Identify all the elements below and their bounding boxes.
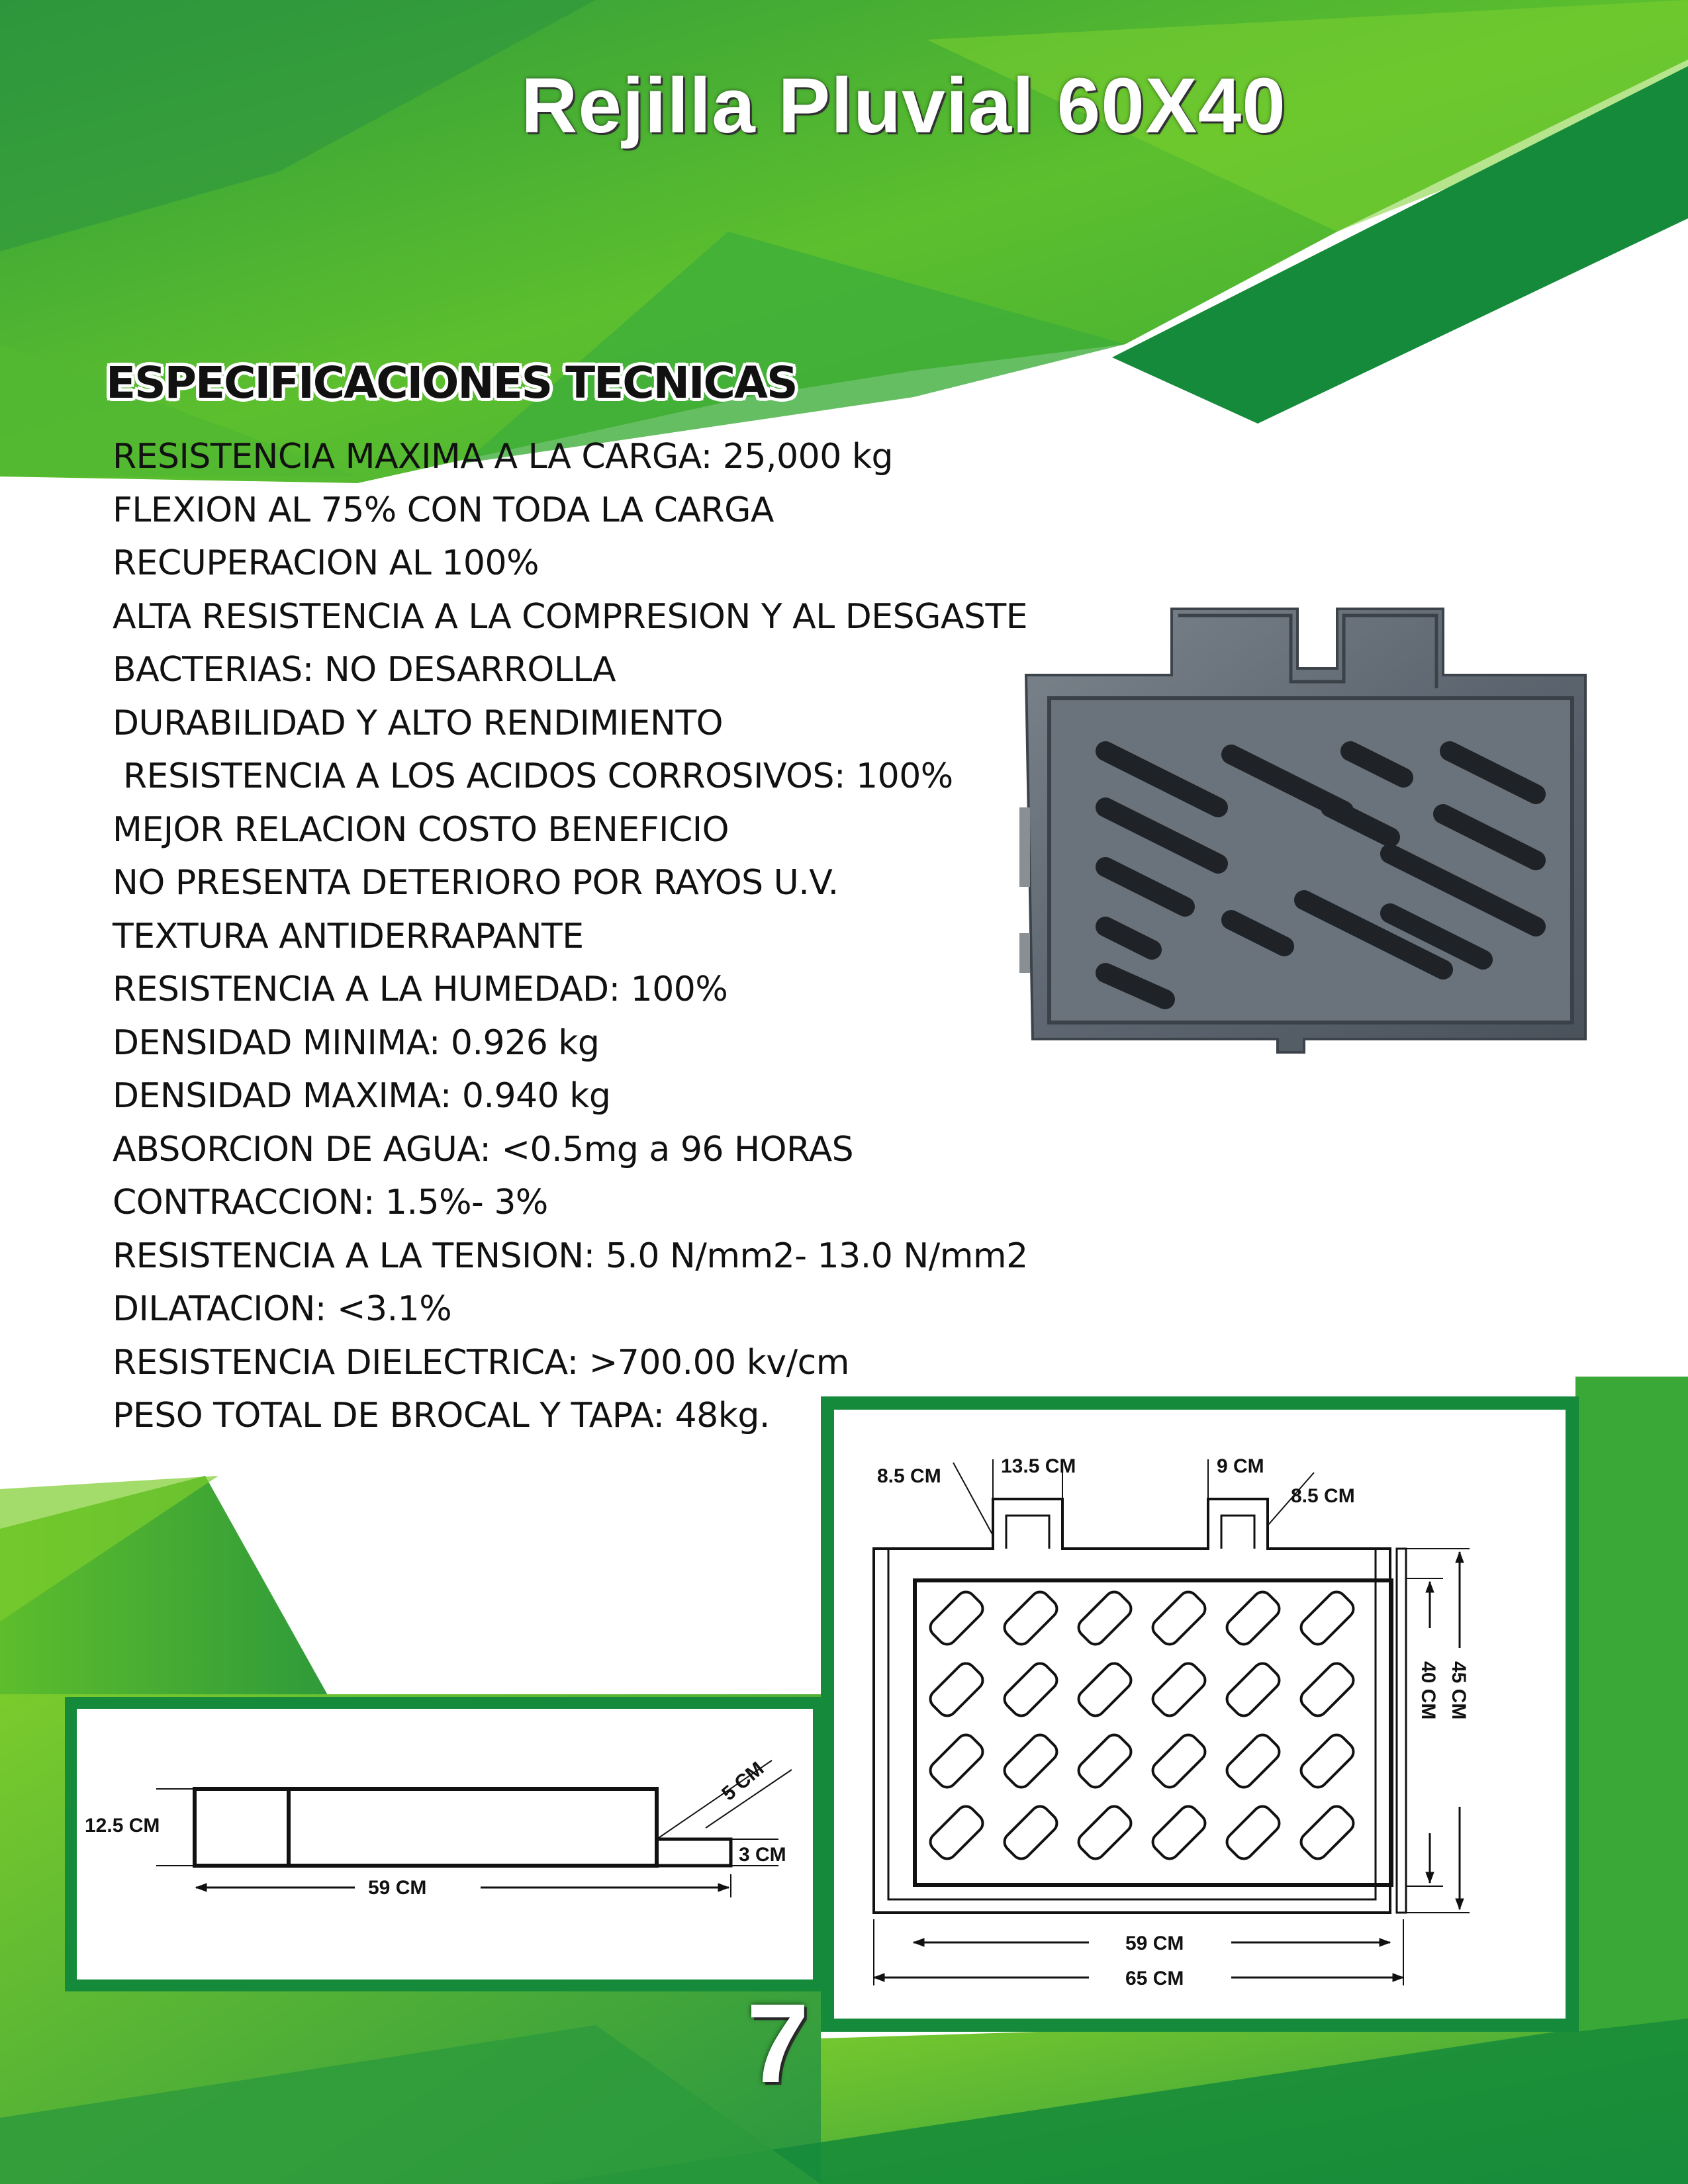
spec-item: BACTERIAS: NO DESARROLLA: [113, 650, 616, 690]
grate-slot: [1075, 1660, 1135, 1720]
grate-slot: [927, 1731, 987, 1792]
grate-slot: [1223, 1660, 1284, 1720]
spec-item: DURABILIDAD Y ALTO RENDIMIENTO: [113, 703, 724, 743]
side-lip-diag-label: 5 CM: [718, 1758, 769, 1805]
spec-item: NO PRESENTA DETERIORO POR RAYOS U.V.: [113, 863, 839, 903]
dim-outer-height: 45 CM: [1448, 1661, 1470, 1720]
spec-item: FLEXION AL 75% CON TODA LA CARGA: [113, 490, 774, 530]
spec-item: ABSORCION DE AGUA: <0.5mg a 96 HORAS: [113, 1129, 854, 1169]
grate-slot: [1001, 1660, 1061, 1720]
side-height-label: 12.5 CM: [85, 1815, 160, 1837]
spec-item: RESISTENCIA MAXIMA A LA CARGA: 25,000 kg: [113, 437, 893, 477]
spec-item: ALTA RESISTENCIA A LA COMPRESION Y AL DESGASTE: [113, 596, 1028, 637]
page-title: Rejilla Pluvial 60X40: [521, 62, 1286, 150]
grate-slot: [1075, 1588, 1135, 1649]
grate-slot: [927, 1660, 987, 1720]
top-view-drawing: [834, 1410, 1566, 2019]
dim-right-diag: 8.5 CM: [1291, 1485, 1355, 1507]
slot-grid: [927, 1588, 1358, 1863]
grate-photo: [1019, 589, 1595, 1059]
spec-item: RESISTENCIA A LA HUMEDAD: 100%: [113, 970, 728, 1009]
dim-outer-width: 65 CM: [1125, 1968, 1184, 1989]
grate-slot: [1223, 1803, 1284, 1863]
spec-item: RESISTENCIA A LA TENSION: 5.0 N/mm2- 13.0 N/mm2: [113, 1236, 1028, 1276]
side-view-panel: [65, 1697, 825, 1991]
grate-slot: [1297, 1731, 1358, 1792]
grate-slot: [1297, 1803, 1358, 1863]
dim-tab2: 9 CM: [1217, 1455, 1264, 1477]
grate-slot: [1001, 1588, 1061, 1649]
spec-list: [113, 430, 1028, 1443]
spec-item: TEXTURA ANTIDERRAPANTE: [113, 916, 584, 956]
grate-slot: [1149, 1731, 1209, 1792]
grate-slot: [1223, 1731, 1284, 1792]
spec-item: RESISTENCIA DIELECTRICA: >700.00 kv/cm: [113, 1342, 849, 1383]
top-view-panel: [821, 1396, 1579, 2032]
spec-item: MEJOR RELACION COSTO BENEFICIO: [113, 809, 729, 850]
spec-item: RESISTENCIA A LOS ACIDOS CORROSIVOS: 100%: [113, 756, 953, 796]
grate-slot: [1149, 1803, 1209, 1863]
grate-slot: [1297, 1660, 1358, 1720]
grate-slot: [1075, 1803, 1135, 1863]
dim-tab1: 13.5 CM: [1001, 1455, 1076, 1477]
page-number: 7: [746, 1981, 810, 2107]
spec-heading: ESPECIFICACIONES TECNICAS: [106, 357, 797, 408]
grate-slot: [1075, 1731, 1135, 1792]
spec-item: RECUPERACION AL 100%: [113, 543, 539, 583]
grate-slot: [927, 1803, 987, 1863]
grate-slot: [1297, 1588, 1358, 1649]
spec-item: PESO TOTAL DE BROCAL Y TAPA: 48kg.: [113, 1396, 770, 1435]
spec-item: DILATACION: <3.1%: [113, 1289, 452, 1329]
spec-item: DENSIDAD MINIMA: 0.926 kg: [113, 1023, 600, 1063]
grate-slot: [1223, 1588, 1284, 1649]
spec-item: CONTRACCION: 1.5%- 3%: [113, 1183, 548, 1222]
grate-slot: [1149, 1660, 1209, 1720]
dim-inner-width: 59 CM: [1125, 1933, 1184, 1954]
side-length-label: 59 CM: [368, 1877, 427, 1899]
dim-left-diag: 8.5 CM: [877, 1465, 941, 1487]
spec-item: DENSIDAD MAXIMA: 0.940 kg: [113, 1076, 611, 1116]
grate-slot: [1001, 1803, 1061, 1863]
side-lip-height-label: 3 CM: [739, 1844, 786, 1866]
grate-slot: [927, 1588, 987, 1649]
dim-inner-height: 40 CM: [1417, 1661, 1439, 1720]
side-view-drawing: [77, 1709, 813, 1979]
grate-slot: [1149, 1588, 1209, 1649]
grate-slot: [1001, 1731, 1061, 1792]
